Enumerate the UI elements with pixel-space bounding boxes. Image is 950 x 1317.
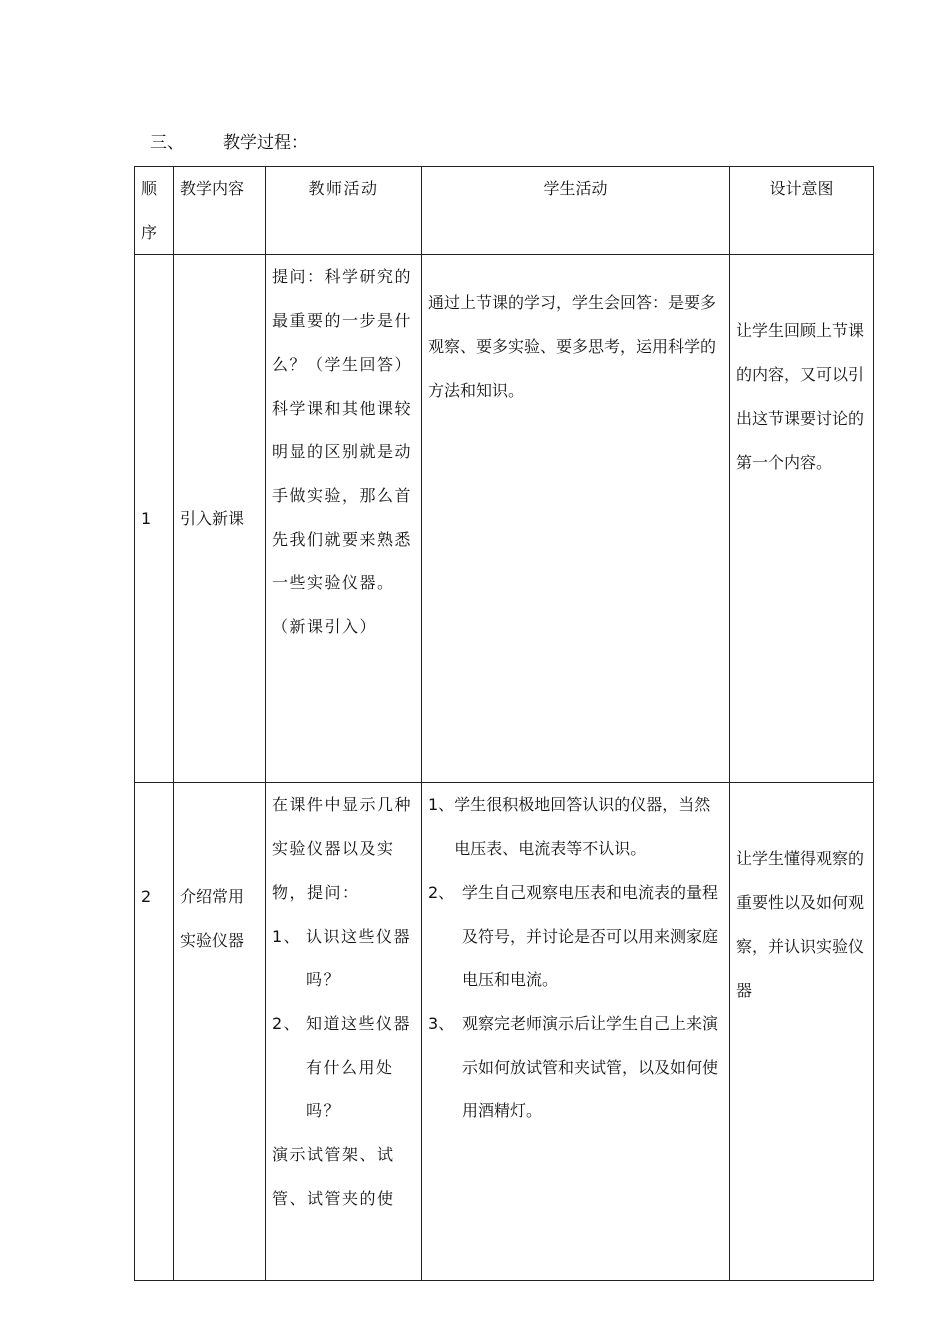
table-header-row bbox=[135, 167, 874, 255]
student-item bbox=[428, 1002, 723, 1133]
list-marker: 3、 bbox=[428, 1013, 455, 1033]
row-content bbox=[174, 783, 266, 1281]
teaching-process-table bbox=[134, 166, 874, 1281]
list-marker: 2、 bbox=[428, 882, 455, 902]
list-text: 学生很积极地回答认识的仪器，当然电压表、电流表等不认识。 bbox=[454, 795, 711, 859]
intent-text: 让学生懂得观察的重要性以及如何观察，并认识实验仪器 bbox=[736, 849, 865, 1000]
teacher-text: 提问：科学研究的最重要的一步是什么？（学生回答）科学课和其他课较明显的区别就是动手做实验，那么首先我们就要来熟悉一些实验仪器。（新课引入） bbox=[272, 267, 413, 637]
list-text: 学生自己观察电压表和电流表的量程及符号，并讨论是否可以用来测家庭电压和电流。 bbox=[462, 882, 719, 990]
student-item bbox=[428, 783, 723, 870]
student-text: 通过上节课的学习，学生会回答：是要多观察、要多实验、要多思考，运用科学的方法和知识。 bbox=[428, 293, 717, 400]
header-intent: 设计意图 bbox=[730, 167, 874, 255]
row-teacher-activity bbox=[266, 783, 422, 1281]
row-content bbox=[174, 255, 266, 783]
section-heading bbox=[150, 128, 308, 153]
header-content: 教学内容 bbox=[174, 167, 266, 255]
intent-text: 让学生回顾上节课的内容，又可以引出这节课要讨论的第一个内容。 bbox=[736, 321, 865, 472]
row-student-activity bbox=[422, 783, 730, 1281]
teacher-question bbox=[272, 1002, 415, 1133]
list-text: 知道这些仪器有什么用处吗？ bbox=[306, 1013, 412, 1121]
header-order: 顺序 bbox=[135, 167, 174, 255]
row-order bbox=[135, 255, 174, 783]
list-text: 认识这些仪器吗？ bbox=[306, 926, 412, 990]
list-text: 观察完老师演示后让学生自己上来演示如何放试管和夹试管，以及如何使用酒精灯。 bbox=[462, 1013, 719, 1121]
row-design-intent bbox=[730, 783, 874, 1281]
table-row bbox=[135, 255, 874, 783]
order-value: 1 bbox=[141, 509, 152, 529]
teacher-intro: 在课件中显示几种实验仪器以及实物，提问： bbox=[272, 795, 413, 902]
list-marker: 1、 bbox=[272, 926, 302, 946]
header-student: 学生活动 bbox=[422, 167, 730, 255]
content-value: 引入新课 bbox=[180, 509, 245, 529]
section-number: 三、 bbox=[150, 133, 184, 153]
section-title: 教学过程： bbox=[223, 133, 308, 153]
teacher-tail: 演示试管架、试管、试管夹的使 bbox=[272, 1145, 395, 1208]
row-design-intent bbox=[730, 255, 874, 783]
row-teacher-activity bbox=[266, 255, 422, 783]
order-value: 2 bbox=[141, 887, 152, 907]
content-value: 介绍常用实验仪器 bbox=[180, 887, 245, 951]
list-marker: 1、 bbox=[428, 795, 455, 815]
header-teacher: 教师活动 bbox=[266, 167, 422, 255]
row-order bbox=[135, 783, 174, 1281]
teacher-question bbox=[272, 915, 415, 1002]
row-student-activity bbox=[422, 255, 730, 783]
list-marker: 2、 bbox=[272, 1013, 302, 1033]
table-row bbox=[135, 783, 874, 1281]
student-item bbox=[428, 871, 723, 1002]
